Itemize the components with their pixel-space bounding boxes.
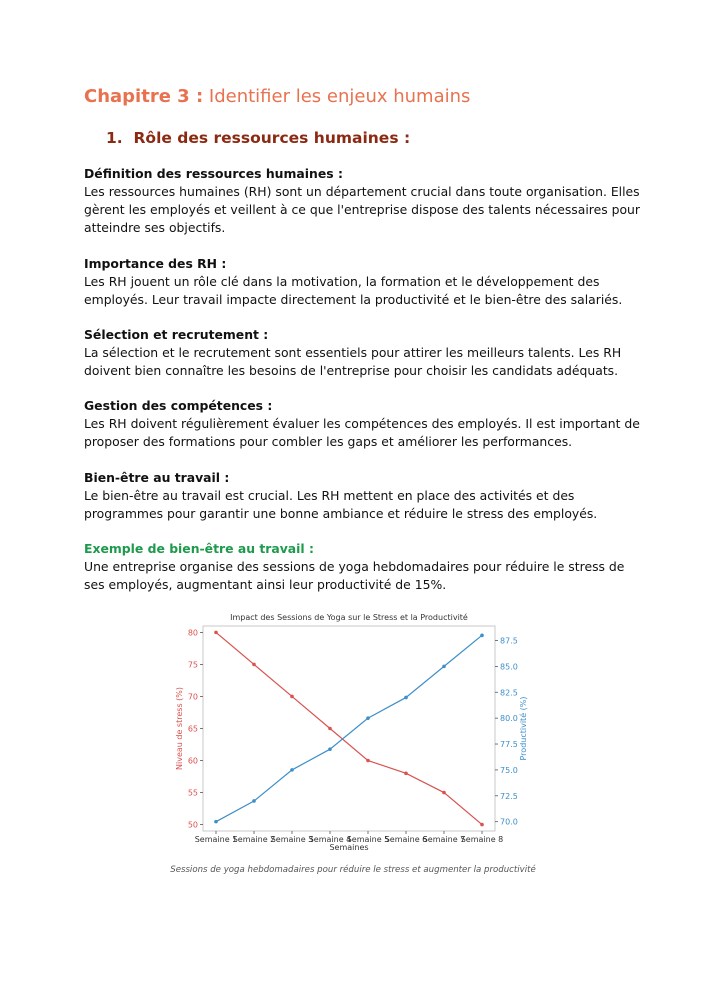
paragraph-line: employés. Leur travail impacte directement la productivité et le bien-être des salariés. bbox=[84, 292, 623, 307]
stress-series-line bbox=[216, 632, 482, 824]
left-tick-label: 65 bbox=[187, 724, 198, 734]
stress-point bbox=[442, 791, 446, 795]
productivity-point bbox=[442, 665, 446, 669]
y-axis-label-left: Niveau de stress (%) bbox=[175, 687, 184, 770]
recruitment-block bbox=[84, 326, 624, 380]
paragraph-line: gèrent les employés et veillent à ce que l'entreprise dispose des talents nécessaires pour bbox=[84, 202, 641, 217]
productivity-point bbox=[366, 716, 370, 720]
chart-caption: Sessions de yoga hebdomadaires pour réduire le stress et augmenter la productivité bbox=[170, 865, 536, 875]
x-axis-label: Semaines bbox=[329, 843, 369, 852]
section-heading bbox=[106, 129, 410, 147]
paragraph-line: Les RH jouent un rôle clé dans la motivation, la formation et le développement des bbox=[84, 274, 600, 289]
productivity-point bbox=[328, 747, 332, 751]
left-tick-label: 75 bbox=[187, 660, 198, 670]
x-tick-label: Semaine 3 bbox=[270, 835, 314, 844]
recruitment-heading: Sélection et recrutement : bbox=[84, 327, 269, 342]
paragraph-line: doivent bien connaître les besoins de l'entreprise pour choisir les candidats adéquats. bbox=[84, 363, 619, 378]
paragraph-line: ses employés, augmentant ainsi leur productivité de 15%. bbox=[84, 577, 447, 592]
left-tick-label: 55 bbox=[187, 788, 198, 798]
left-tick-label: 80 bbox=[187, 628, 198, 638]
example-heading: Exemple de bien-être au travail : bbox=[84, 541, 314, 556]
wellbeing-heading: Bien-être au travail : bbox=[84, 470, 230, 485]
productivity-point bbox=[214, 820, 218, 824]
paragraph-line: Le bien-être au travail est crucial. Les RH mettent en place des activités et des bbox=[84, 488, 575, 503]
plot-frame bbox=[203, 626, 495, 831]
importance-block bbox=[84, 255, 624, 309]
productivity-point bbox=[290, 768, 294, 772]
paragraph-line: atteindre ses objectifs. bbox=[84, 220, 226, 235]
left-tick-label: 50 bbox=[187, 820, 198, 830]
x-tick-label: Semaine 6 bbox=[384, 835, 428, 844]
left-axis bbox=[188, 628, 203, 829]
section-title: Rôle des ressources humaines : bbox=[133, 129, 411, 147]
stress-point bbox=[480, 823, 484, 827]
example-block bbox=[84, 540, 624, 594]
right-tick-label: 82.5 bbox=[500, 688, 518, 698]
definition-block bbox=[84, 165, 641, 237]
stress-point bbox=[214, 631, 218, 635]
series-layer bbox=[214, 631, 484, 827]
right-axis bbox=[495, 636, 518, 826]
stress-point bbox=[404, 772, 408, 776]
stress-point bbox=[366, 759, 370, 763]
y-axis-label-right: Productivité (%) bbox=[519, 696, 528, 761]
stress-point bbox=[252, 663, 256, 667]
x-tick-label: Semaine 2 bbox=[232, 835, 276, 844]
productivity-point bbox=[404, 696, 408, 700]
right-tick-label: 87.5 bbox=[500, 636, 518, 646]
productivity-point bbox=[252, 799, 256, 803]
paragraph-line: La sélection et le recrutement sont essentiels pour attirer les meilleurs talents. Les RH bbox=[84, 345, 622, 360]
skills-heading: Gestion des compétences : bbox=[84, 398, 273, 413]
x-tick-label: Semaine 1 bbox=[194, 835, 238, 844]
chapter-label: Chapitre 3 : bbox=[84, 86, 204, 107]
definition-heading: Définition des ressources humaines : bbox=[84, 166, 343, 181]
chapter-name: Identifier les enjeux humains bbox=[208, 86, 471, 107]
yoga-impact-chart bbox=[170, 604, 550, 856]
paragraph-line: programmes pour garantir une bonne ambiance et réduire le stress des employés. bbox=[84, 506, 598, 521]
stress-point bbox=[290, 695, 294, 699]
x-tick-label: Semaine 7 bbox=[422, 835, 466, 844]
right-tick-label: 77.5 bbox=[500, 740, 518, 750]
skills-block bbox=[84, 397, 640, 451]
section-number: 1. bbox=[106, 129, 123, 147]
productivity-point bbox=[480, 634, 484, 638]
paragraph-line: Les ressources humaines (RH) sont un département crucial dans toute organisation. Elles bbox=[84, 184, 640, 199]
x-tick-label: Semaine 5 bbox=[346, 835, 390, 844]
importance-heading: Importance des RH : bbox=[84, 256, 227, 271]
x-tick-label: Semaine 8 bbox=[460, 835, 504, 844]
productivity-series-line bbox=[216, 635, 482, 821]
right-tick-label: 85.0 bbox=[500, 662, 518, 672]
right-tick-label: 70.0 bbox=[500, 817, 518, 827]
right-tick-label: 75.0 bbox=[500, 765, 518, 775]
left-tick-label: 60 bbox=[187, 756, 198, 766]
paragraph-line: Les RH doivent régulièrement évaluer les compétences des employés. Il est important de bbox=[84, 416, 640, 431]
wellbeing-block bbox=[84, 469, 624, 523]
left-tick-label: 70 bbox=[187, 692, 198, 702]
right-tick-label: 72.5 bbox=[500, 791, 518, 801]
right-tick-label: 80.0 bbox=[500, 714, 518, 724]
paragraph-line: proposer des formations pour combler les gaps et améliorer les performances. bbox=[84, 434, 573, 449]
stress-point bbox=[328, 727, 332, 731]
paragraph-line: Une entreprise organise des sessions de yoga hebdomadaires pour réduire le stress de bbox=[84, 559, 625, 574]
x-tick-label: Semaine 4 bbox=[308, 835, 352, 844]
chart-title: Impact des Sessions de Yoga sur le Stress et la Productivité bbox=[230, 613, 468, 622]
chapter-title bbox=[84, 86, 470, 107]
